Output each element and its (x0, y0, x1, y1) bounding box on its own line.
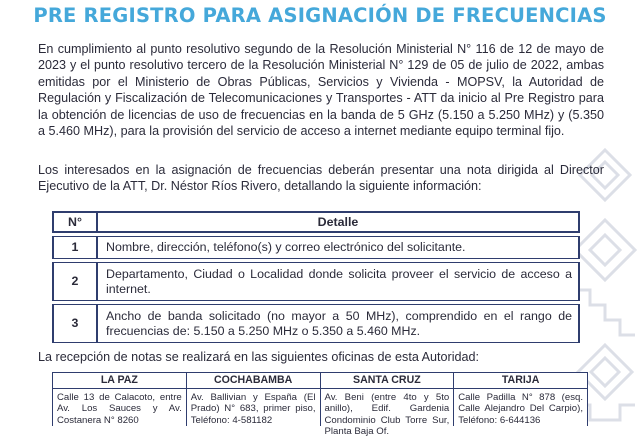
requirements-table (52, 208, 580, 346)
row-detail: Departamento, Ciudad o Localidad donde solicita proveer el servicio de acceso a internet. (96, 262, 580, 301)
row-number: 2 (52, 262, 96, 301)
office-santa-cruz (321, 373, 455, 438)
offices-table (52, 372, 588, 438)
row-number: 1 (52, 236, 96, 259)
instructions-paragraph: Los interesados en la asignación de frecuencias deberán presentar una nota dirigida al Director Ejecutivo de la ATT, Dr. Néstor Ríos Rivero, detallando la siguiente información: (38, 163, 604, 194)
page-title: PRE REGISTRO PARA ASIGNACIÓN DE FRECUENCIAS (33, 4, 607, 27)
office-address: Av. Beni (entre 4to y 5to anillo), Edif. Gardenia Condominio Club Torre Sur, Planta Baja Of. (324, 392, 450, 438)
intro-paragraph: En cumplimiento al punto resolutivo segundo de la Resolución Ministerial N° 116 de 12 de mayo de 2023 y el punto resolutivo tercero de la Resolución Ministerial N° 129 de 05 de julio de 2022, ambas emitidas por el Ministerio de Obras Públicas, Servicios y Vivienda - MOPSV, la Autoridad de Regulación y Fiscalización de Telecomunicaciones y Transportes - ATT da inicio al Pre Registro para la obtención de licencias de uso de frecuencias en la banda de 5 GHz (5.150 a 5.250 MHz) y (5.350 a 5.460 MHz), para la provisión del servicio de acceso a internet mediante equipo terminal fijo. (38, 42, 604, 139)
row-detail: Nombre, dirección, teléfono(s) y correo electrónico del solicitante. (96, 236, 580, 259)
office-city: TARIJA (454, 373, 587, 389)
requirements-header-row (52, 211, 580, 233)
office-address: Calle 13 de Calacoto, entre Av. Los Sauces y Av. Costanera N° 8260 (57, 392, 182, 426)
office-la-paz (53, 373, 187, 426)
office-address: Calle Padilla N° 878 (esq. Calle Alejandro Del Carpio), Teléfono: 6-644136 (458, 392, 583, 426)
office-city: COCHABAMBA (187, 373, 320, 389)
office-city: LA PAZ (53, 373, 186, 389)
row-detail: Ancho de banda solicitado (no mayor a 50 MHz), comprendido en el rango de frecuencias de: 5.150 a 5.250 MHz o 5.350 a 5.460 MHz. (96, 304, 580, 343)
header-number: N° (52, 211, 96, 233)
table-row (52, 262, 580, 301)
office-tarija (454, 373, 587, 426)
table-row (52, 304, 580, 343)
office-city: SANTA CRUZ (321, 373, 454, 389)
header-detail: Detalle (96, 211, 580, 233)
reception-paragraph: La recepción de notas se realizará en las siguientes oficinas de esta Autoridad: (38, 350, 480, 364)
office-address: Av. Ballivian y España (El Prado) N° 683, primer piso, Teléfono: 4-581182 (190, 392, 316, 426)
office-cochabamba (187, 373, 321, 426)
table-row (52, 236, 580, 259)
row-number: 3 (52, 304, 96, 343)
